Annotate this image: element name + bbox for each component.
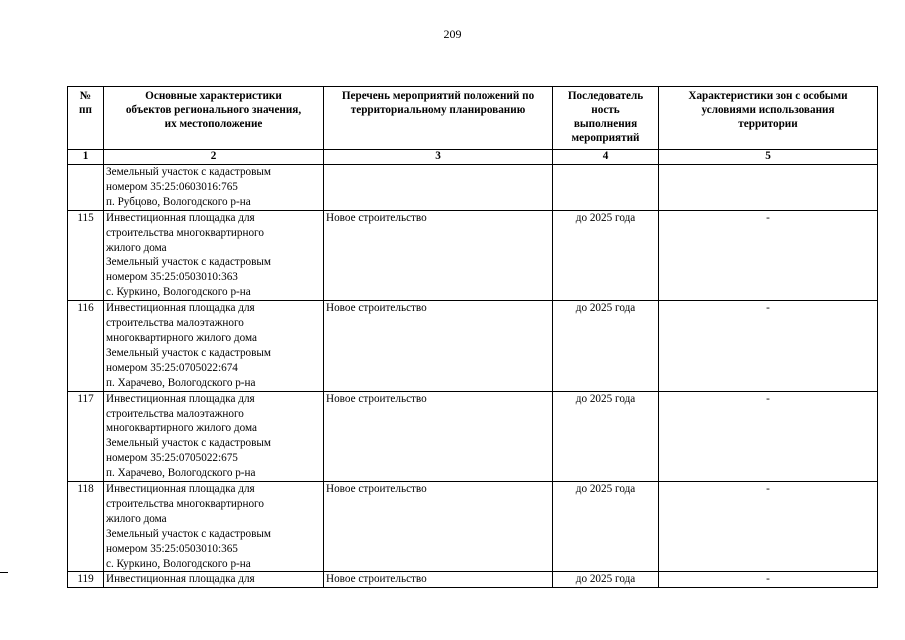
zones-cell: - — [659, 301, 878, 391]
header-zones — [659, 87, 878, 150]
measures-cell: Новое строительство — [324, 572, 553, 588]
sequence-cell: до 2025 года — [553, 482, 659, 572]
row-number: 118 — [68, 482, 104, 572]
object-line: номером 35:25:0603016:765 — [106, 180, 238, 193]
header-line: Характеристики зон с особыми — [688, 90, 848, 102]
table-row — [68, 482, 878, 572]
object-line: Земельный участок с кадастровым — [106, 166, 272, 178]
header-line: выполнения — [573, 118, 638, 130]
header-line: Перечень мероприятий положений по — [341, 90, 535, 102]
row-number: 116 — [68, 301, 104, 391]
table-row — [68, 391, 878, 481]
table-row — [68, 301, 878, 391]
header-line: ность — [591, 104, 620, 116]
object-line: номером 35:25:0503010:363 — [106, 271, 238, 284]
header-line: территории — [738, 118, 798, 130]
measures-cell: Новое строительство — [324, 210, 553, 300]
object-line: Земельный участок с кадастровым — [106, 437, 272, 450]
sequence-cell — [553, 165, 659, 211]
header-line: № — [79, 90, 92, 102]
object-line: Инвестиционная площадка для — [106, 211, 255, 224]
object-line: многоквартирного жилого дома — [106, 422, 257, 435]
object-line: жилого дома — [106, 512, 167, 525]
margin-mark — [0, 572, 8, 573]
object-description — [104, 572, 324, 588]
column-number: 4 — [553, 150, 659, 165]
object-line: Земельный участок с кадастровым — [106, 256, 272, 269]
header-line: объектов регионального значения, — [125, 104, 302, 116]
object-line: с. Куркино, Вологодского р-на — [106, 286, 251, 299]
object-description — [104, 301, 324, 391]
object-line: п. Харачево, Вологодского р-на — [106, 467, 256, 480]
column-number: 2 — [104, 150, 324, 165]
object-line: строительства малоэтажного — [106, 407, 244, 420]
header-line: территориальному планированию — [350, 104, 526, 116]
row-number: 117 — [68, 391, 104, 481]
object-line: Инвестиционная площадка для — [106, 483, 255, 496]
object-line: Инвестиционная площадка для — [106, 573, 255, 586]
table-row — [68, 165, 878, 211]
regional-objects-table — [67, 86, 878, 588]
row-number — [68, 165, 104, 211]
measures-cell: Новое строительство — [324, 482, 553, 572]
object-description — [104, 391, 324, 481]
sequence-cell: до 2025 года — [553, 572, 659, 588]
object-line: строительства малоэтажного — [106, 317, 244, 330]
sequence-cell: до 2025 года — [553, 391, 659, 481]
zones-cell: - — [659, 482, 878, 572]
column-numbers-row — [68, 150, 878, 165]
object-line: номером 35:25:0503010:365 — [106, 542, 238, 555]
column-number: 5 — [659, 150, 878, 165]
column-number: 3 — [324, 150, 553, 165]
zones-cell: - — [659, 391, 878, 481]
header-line: их местоположение — [164, 118, 263, 130]
header-line: условиями использования — [701, 104, 835, 116]
table-row — [68, 572, 878, 588]
page-number: 209 — [443, 27, 462, 41]
object-line: п. Рубцово, Вологодского р-на — [106, 195, 251, 208]
object-line: Инвестиционная площадка для — [106, 302, 255, 315]
measures-cell — [324, 165, 553, 211]
sequence-cell: до 2025 года — [553, 301, 659, 391]
object-line: п. Харачево, Вологодского р-на — [106, 376, 256, 389]
table-body — [68, 150, 878, 588]
header-object-characteristics — [104, 87, 324, 150]
zones-cell: - — [659, 572, 878, 588]
header-row — [68, 87, 878, 150]
header-measures — [324, 87, 553, 150]
sequence-cell: до 2025 года — [553, 210, 659, 300]
header-sequence — [553, 87, 659, 150]
header-line: пп — [79, 104, 92, 116]
object-line: строительства многоквартирного — [106, 497, 264, 510]
object-line: Инвестиционная площадка для — [106, 392, 255, 405]
object-line: многоквартирного жилого дома — [106, 331, 257, 344]
object-description — [104, 482, 324, 572]
header-number — [68, 87, 104, 150]
object-line: строительства многоквартирного — [106, 226, 264, 239]
header-line: мероприятий — [571, 132, 640, 144]
object-line: с. Куркино, Вологодского р-на — [106, 557, 251, 570]
zones-cell: - — [659, 210, 878, 300]
measures-cell: Новое строительство — [324, 301, 553, 391]
measures-cell: Новое строительство — [324, 391, 553, 481]
object-line: Земельный участок с кадастровым — [106, 346, 272, 359]
row-number: 115 — [68, 210, 104, 300]
header-line: Последователь — [567, 90, 644, 102]
table-row — [68, 210, 878, 300]
object-line: жилого дома — [106, 241, 167, 254]
object-description — [104, 165, 324, 211]
object-description — [104, 210, 324, 300]
object-line: Земельный участок с кадастровым — [106, 527, 272, 540]
object-line: номером 35:25:0705022:675 — [106, 452, 238, 465]
row-number: 119 — [68, 572, 104, 588]
header-line: Основные характеристики — [145, 90, 282, 102]
column-number: 1 — [68, 150, 104, 165]
object-line: номером 35:25:0705022:674 — [106, 361, 238, 374]
zones-cell — [659, 165, 878, 211]
